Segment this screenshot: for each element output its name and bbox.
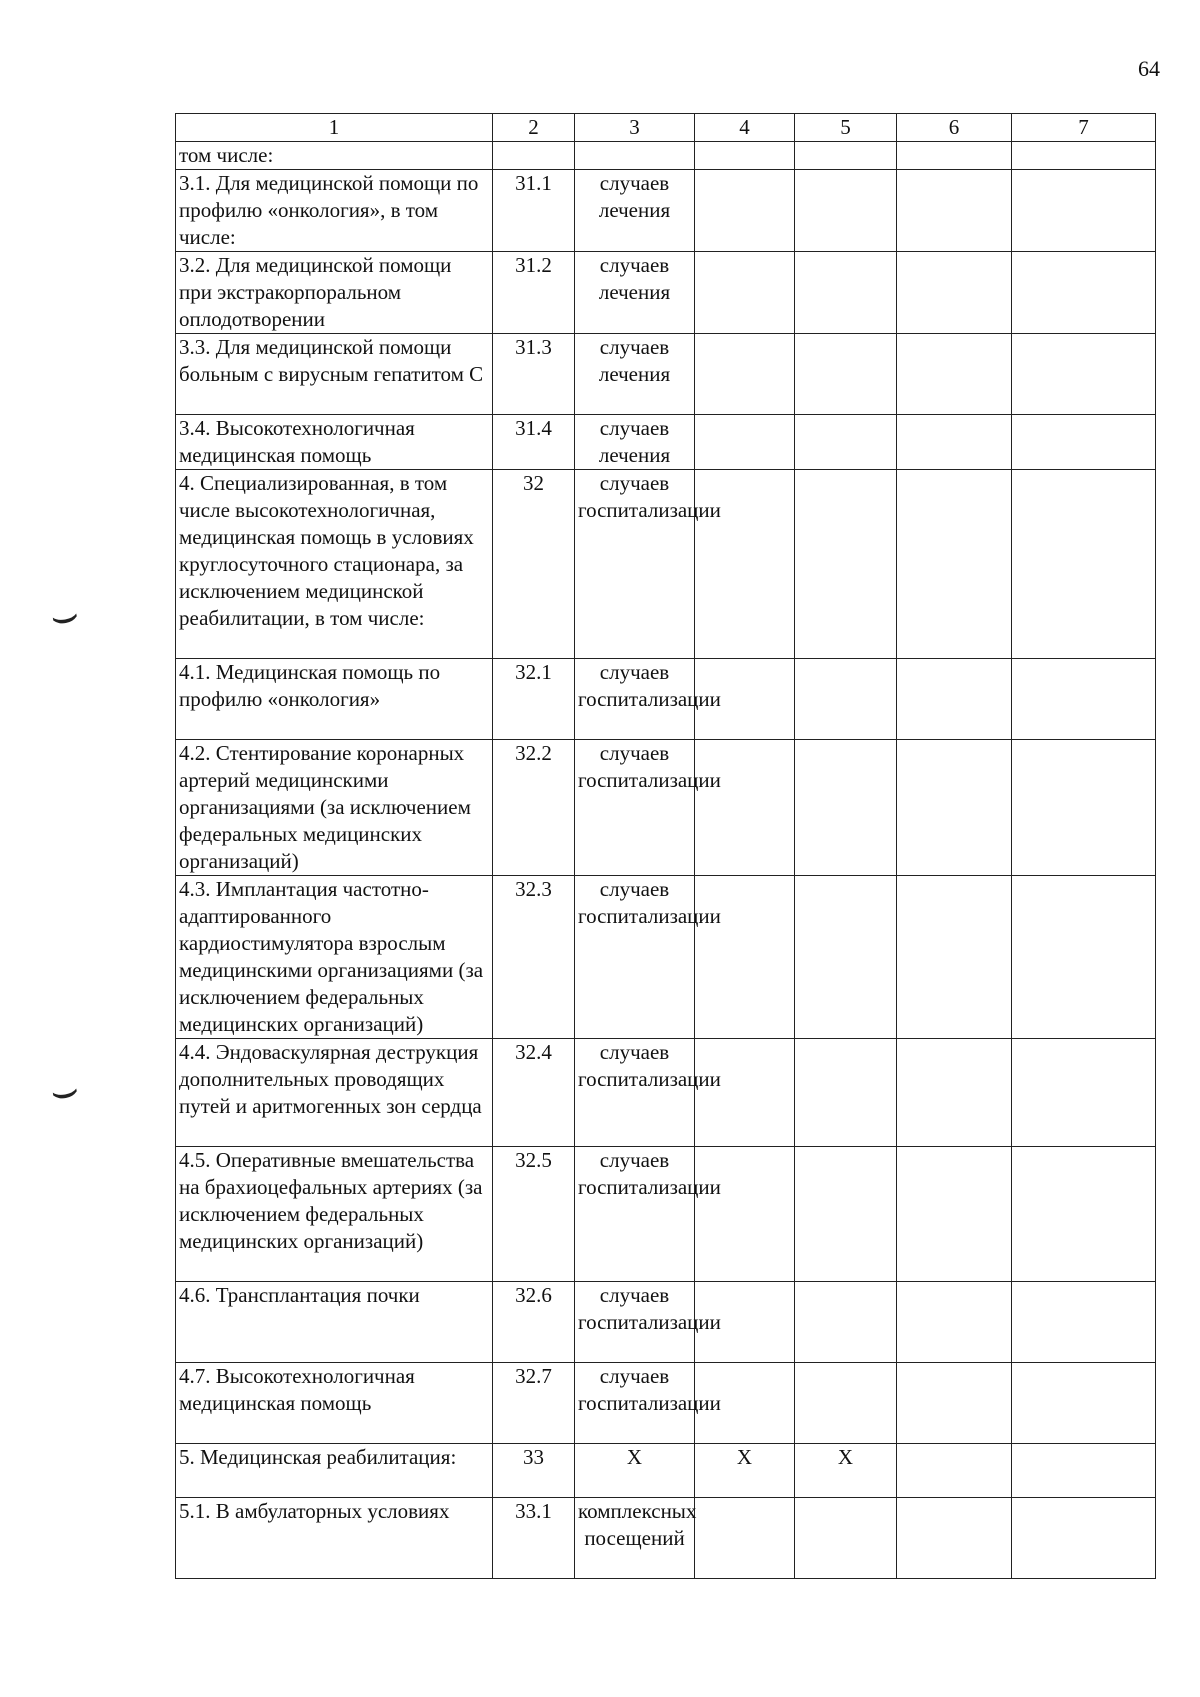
row-code-cell: 32.4 (493, 1039, 575, 1147)
col7-cell (1012, 740, 1156, 876)
row-name-cell: 4. Специализированная, в том числе высокотехнологичная, медицинская помощь в условиях круглосуточного стационара, за исключением медицинской реабилитации, в том числе: (176, 470, 493, 659)
header-cell: 2 (493, 114, 575, 142)
table-row (176, 252, 1156, 334)
header-cell: 7 (1012, 114, 1156, 142)
col5-cell (795, 1147, 897, 1282)
table-row (176, 740, 1156, 876)
row-unit-cell (575, 142, 695, 170)
col4-cell (695, 415, 795, 470)
row-name-cell: 5. Медицинская реабилитация: (176, 1444, 493, 1498)
table-row (176, 1444, 1156, 1498)
row-name-cell: 3.4. Высокотехнологичная медицинская помощь (176, 415, 493, 470)
row-unit-cell: случаев лечения (575, 415, 695, 470)
col6-cell (897, 659, 1012, 740)
page-number: 64 (1138, 56, 1160, 81)
table-row (176, 1498, 1156, 1579)
table-row (176, 876, 1156, 1039)
col6-cell (897, 470, 1012, 659)
col6-cell (897, 142, 1012, 170)
row-name-cell: 4.5. Оперативные вмешательства на брахиоцефальных артериях (за исключением федеральных медицинских организаций) (176, 1147, 493, 1282)
col4-cell (695, 1498, 795, 1579)
row-unit-cell: случаев лечения (575, 334, 695, 415)
row-code-cell: 31.3 (493, 334, 575, 415)
row-code-cell: 33.1 (493, 1498, 575, 1579)
col6-cell (897, 1498, 1012, 1579)
row-code-cell: 33 (493, 1444, 575, 1498)
col4-cell (695, 876, 795, 1039)
col6-cell (897, 1039, 1012, 1147)
col7-cell (1012, 252, 1156, 334)
table-row (176, 1039, 1156, 1147)
table-row (176, 334, 1156, 415)
col4-cell (695, 252, 795, 334)
col7-cell (1012, 876, 1156, 1039)
col5-cell (795, 876, 897, 1039)
header-cell: 3 (575, 114, 695, 142)
table-row (176, 1363, 1156, 1444)
row-name-cell: 4.4. Эндоваскулярная деструкция дополнительных проводящих путей и аритмогенных зон сердца (176, 1039, 493, 1147)
row-code-cell: 32.3 (493, 876, 575, 1039)
header-cell: 6 (897, 114, 1012, 142)
row-unit-cell: случаев госпитализации (575, 1363, 695, 1444)
col5-cell (795, 334, 897, 415)
row-code-cell: 32.6 (493, 1282, 575, 1363)
row-code-cell: 31.2 (493, 252, 575, 334)
row-code-cell: 32.1 (493, 659, 575, 740)
margin-mark-icon: ⌣ (45, 588, 83, 643)
col4-cell (695, 142, 795, 170)
table-row (176, 470, 1156, 659)
row-unit-cell: случаев госпитализации (575, 1039, 695, 1147)
col4-cell: Х (695, 1444, 795, 1498)
row-code-cell: 32.5 (493, 1147, 575, 1282)
table-row (176, 659, 1156, 740)
table-row (176, 170, 1156, 252)
col7-cell (1012, 1282, 1156, 1363)
header-row (176, 114, 1156, 142)
col7-cell (1012, 142, 1156, 170)
row-unit-cell: случаев госпитализации (575, 470, 695, 659)
row-name-cell: 5.1. В амбулаторных условиях (176, 1498, 493, 1579)
col7-cell (1012, 470, 1156, 659)
row-code-cell: 32.7 (493, 1363, 575, 1444)
col7-cell (1012, 1444, 1156, 1498)
row-unit-cell: случаев госпитализации (575, 659, 695, 740)
row-name-cell: 4.3. Имплантация частотно-адаптированного кардиостимулятора взрослым медицинскими организациями (за исключением федеральных медицинских организаций) (176, 876, 493, 1039)
row-name-cell: 3.1. Для медицинской помощи по профилю «онкология», в том числе: (176, 170, 493, 252)
col7-cell (1012, 334, 1156, 415)
col6-cell (897, 1282, 1012, 1363)
row-unit-cell: случаев госпитализации (575, 1147, 695, 1282)
col7-cell (1012, 659, 1156, 740)
col5-cell (795, 659, 897, 740)
table-row (176, 1147, 1156, 1282)
col4-cell (695, 1039, 795, 1147)
row-code-cell (493, 142, 575, 170)
row-name-cell: 4.6. Трансплантация почки (176, 1282, 493, 1363)
col5-cell (795, 142, 897, 170)
row-code-cell: 31.1 (493, 170, 575, 252)
col7-cell (1012, 170, 1156, 252)
col7-cell (1012, 1147, 1156, 1282)
row-name-cell: 4.1. Медицинская помощь по профилю «онкология» (176, 659, 493, 740)
table-row (176, 142, 1156, 170)
header-cell: 4 (695, 114, 795, 142)
col4-cell (695, 1147, 795, 1282)
col4-cell (695, 170, 795, 252)
col6-cell (897, 1444, 1012, 1498)
header-cell: 5 (795, 114, 897, 142)
row-unit-cell: Х (575, 1444, 695, 1498)
col6-cell (897, 415, 1012, 470)
col4-cell (695, 740, 795, 876)
col7-cell (1012, 415, 1156, 470)
col5-cell (795, 1498, 897, 1579)
row-name-cell: 3.2. Для медицинской помощи при экстракорпоральном оплодотворении (176, 252, 493, 334)
row-unit-cell: случаев лечения (575, 252, 695, 334)
col6-cell (897, 1363, 1012, 1444)
data-table (175, 113, 1156, 1579)
row-unit-cell: случаев госпитализации (575, 740, 695, 876)
col6-cell (897, 1147, 1012, 1282)
row-unit-cell: случаев госпитализации (575, 1282, 695, 1363)
col5-cell (795, 1363, 897, 1444)
col5-cell (795, 470, 897, 659)
row-unit-cell: комплексных посещений (575, 1498, 695, 1579)
margin-mark-icon: ⌣ (45, 1063, 83, 1118)
row-name-cell: 3.3. Для медицинской помощи больным с вирусным гепатитом С (176, 334, 493, 415)
row-unit-cell: случаев госпитализации (575, 876, 695, 1039)
col5-cell (795, 252, 897, 334)
col4-cell (695, 334, 795, 415)
col6-cell (897, 876, 1012, 1039)
col5-cell: Х (795, 1444, 897, 1498)
table-row (176, 1282, 1156, 1363)
col5-cell (795, 1039, 897, 1147)
table-row (176, 415, 1156, 470)
row-code-cell: 31.4 (493, 415, 575, 470)
row-name-cell: том числе: (176, 142, 493, 170)
col5-cell (795, 740, 897, 876)
row-unit-cell: случаев лечения (575, 170, 695, 252)
col5-cell (795, 415, 897, 470)
col6-cell (897, 170, 1012, 252)
col6-cell (897, 252, 1012, 334)
col7-cell (1012, 1039, 1156, 1147)
header-cell: 1 (176, 114, 493, 142)
col5-cell (795, 170, 897, 252)
col7-cell (1012, 1498, 1156, 1579)
row-name-cell: 4.7. Высокотехнологичная медицинская помощь (176, 1363, 493, 1444)
col6-cell (897, 334, 1012, 415)
row-code-cell: 32.2 (493, 740, 575, 876)
row-code-cell: 32 (493, 470, 575, 659)
col7-cell (1012, 1363, 1156, 1444)
col6-cell (897, 740, 1012, 876)
col5-cell (795, 1282, 897, 1363)
row-name-cell: 4.2. Стентирование коронарных артерий медицинскими организациями (за исключением федеральных медицинских организаций) (176, 740, 493, 876)
